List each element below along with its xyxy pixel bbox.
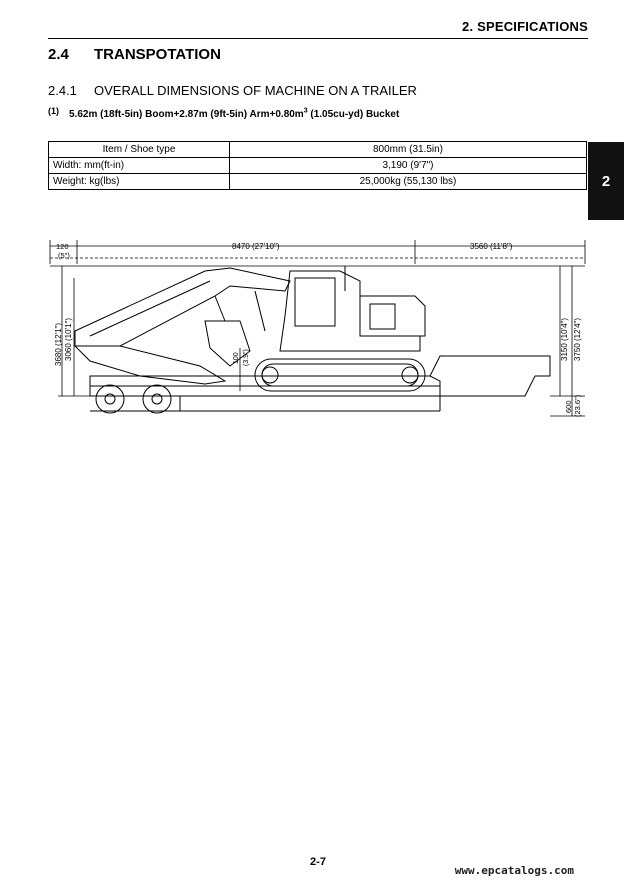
header-rule xyxy=(48,38,588,39)
table-cell: 25,000kg (55,130 lbs) xyxy=(230,174,587,190)
item-text-before: 5.62m (18ft-5in) Boom+2.87m (9ft-5in) Arm+0.80m xyxy=(69,109,304,120)
dim-3060: 3060 (10'1") xyxy=(64,317,73,361)
chapter-header: 2. SPECIFICATIONS xyxy=(462,19,588,34)
trailer xyxy=(90,356,550,413)
dim-3-9: (3.9") xyxy=(243,349,250,366)
subsection-title-text: OVERALL DIMENSIONS OF MACHINE ON A TRAILER xyxy=(94,83,417,98)
dim-5in: (5") xyxy=(58,251,70,260)
item-superscript: 3 xyxy=(303,107,308,115)
dim-8470: 8470 (27'10") xyxy=(232,242,280,251)
table-header-cell: 800mm (31.5in) xyxy=(230,142,587,158)
section-title-text: TRANSPOTATION xyxy=(94,46,221,63)
dim-600: 600 xyxy=(564,400,573,413)
dim-23-6: (23.6") xyxy=(573,394,582,417)
table-header-cell: Item / Shoe type xyxy=(49,142,230,158)
table-row xyxy=(49,174,587,190)
subsection-title xyxy=(48,83,417,98)
boom xyxy=(75,268,290,346)
dim-100: 100 xyxy=(233,352,240,364)
dim-3150: 3150 (10'4") xyxy=(560,317,569,361)
table-row xyxy=(49,158,587,174)
section-number: 2.4 xyxy=(48,46,69,63)
page-number: 2-7 xyxy=(310,856,326,868)
item-text-after: (1.05cu-yd) Bucket xyxy=(307,109,400,120)
table-cell: 3,190 (9'7") xyxy=(230,158,587,174)
table-header-row xyxy=(49,142,587,158)
excavator xyxy=(75,266,425,391)
cab-body xyxy=(280,271,420,351)
arm xyxy=(75,346,225,384)
dim-120: 120 xyxy=(56,242,69,251)
item-line xyxy=(48,106,399,120)
dim-3560: 3560 (11'8") xyxy=(470,242,513,251)
watermark: www.epcatalogs.com xyxy=(454,864,574,877)
dim-3680: 3680 (12'1") xyxy=(54,322,63,366)
table-cell: Weight: kg(lbs) xyxy=(49,174,230,190)
item-marker: (1) xyxy=(48,106,59,116)
table-cell: Width: mm(ft-in) xyxy=(49,158,230,174)
chapter-tab: 2 xyxy=(588,142,624,220)
section-title xyxy=(48,46,221,63)
trailer-dimension-diagram xyxy=(30,236,590,426)
subsection-number: 2.4.1 xyxy=(48,83,77,98)
spec-table xyxy=(48,141,587,190)
dim-3750: 3750 (12'4") xyxy=(573,317,582,361)
